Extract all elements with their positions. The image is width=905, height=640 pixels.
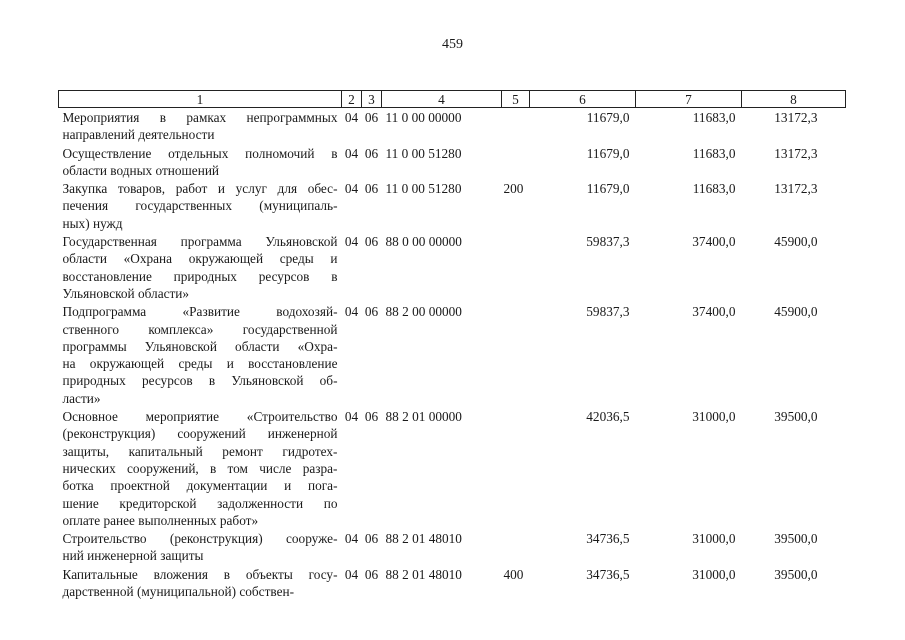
row-value-col-6: 11679,0: [586, 181, 630, 197]
row-target-article-code: 88 2 01 00000: [385, 409, 462, 425]
row-target-article-code: 88 2 01 48010: [385, 566, 462, 582]
row-name-line: Строительство (реконструкция) сооруже-: [62, 531, 338, 547]
row-section-code: 04: [344, 110, 359, 125]
row-name-line: печения государственных (муниципаль-: [62, 198, 338, 214]
row-value-col-6: 59837,3: [586, 234, 630, 250]
row-section-code: 04: [344, 409, 359, 425]
table-header: [59, 91, 846, 108]
table-row: [59, 179, 846, 232]
header-col-8: 8: [742, 91, 846, 108]
header-col-2: 2: [342, 91, 362, 108]
row-value-col-6: 11679,0: [586, 110, 630, 125]
row-value-col-7: 37400,0: [692, 304, 736, 320]
budget-table: [58, 90, 846, 600]
row-section-code: 04: [344, 234, 359, 250]
row-subsection-code: 06: [364, 566, 379, 582]
row-name-line: Закупка товаров, работ и услуг для обес-: [62, 181, 338, 197]
header-col-5: 5: [502, 91, 530, 108]
row-expense-type-code: 200: [503, 181, 524, 197]
row-name-line: (реконструкция) сооружений инженерной: [62, 426, 338, 442]
row-value-col-6: 11679,0: [586, 145, 630, 161]
row-name-line: Государственная программа Ульяновской: [62, 234, 338, 250]
header-col-6: 6: [530, 91, 636, 108]
row-subsection-code: 06: [364, 304, 379, 320]
row-name-line: ний инженерной защиты: [62, 548, 204, 564]
row-value-col-8: 13172,3: [774, 145, 818, 161]
row-value-col-8: 13172,3: [774, 181, 818, 197]
row-name: [59, 108, 342, 144]
row-value-col-8: 45900,0: [774, 234, 818, 250]
row-value-col-8: 39500,0: [774, 566, 818, 582]
page-number: 459: [442, 37, 463, 52]
row-name-line: Основное мероприятие «Строительство: [62, 409, 338, 425]
row-name: [59, 144, 342, 180]
row-name-line: области «Охрана окружающей среды и: [62, 251, 338, 267]
row-name-line: Ульяновской области»: [62, 285, 190, 301]
row-section-code: 04: [344, 566, 359, 582]
row-name-line: направлений деятельности: [62, 127, 215, 143]
row-name-line: оплате ранее выполненных работ»: [62, 512, 259, 528]
row-value-col-7: 31000,0: [692, 409, 736, 425]
row-value-col-8: 39500,0: [774, 531, 818, 547]
row-value-col-7: 37400,0: [692, 234, 736, 250]
row-name-line: Капитальные вложения в объекты госу-: [62, 566, 338, 582]
row-value-col-7: 11683,0: [692, 145, 736, 161]
row-value-col-7: 31000,0: [692, 531, 736, 547]
row-name-line: нических сооружений, в том числе разра-: [62, 460, 338, 476]
table-row: [59, 565, 846, 601]
table-row: [59, 529, 846, 565]
header-col-4: 4: [382, 91, 502, 108]
row-value-col-6: 42036,5: [586, 409, 630, 425]
row-section-code: 04: [344, 181, 359, 197]
row-name-line: Мероприятия в рамках непрограммных: [62, 110, 338, 125]
row-value-col-6: 34736,5: [586, 531, 630, 547]
row-expense-type-code: [502, 232, 530, 302]
row-value-col-8: 13172,3: [774, 110, 818, 125]
row-subsection-code: 06: [364, 145, 379, 161]
row-subsection-code: 06: [364, 409, 379, 425]
row-value-col-8: 39500,0: [774, 409, 818, 425]
table-body: [59, 108, 846, 601]
row-value-col-8: 45900,0: [774, 304, 818, 320]
row-section-code: 04: [344, 304, 359, 320]
row-target-article-code: 88 2 00 00000: [385, 304, 462, 320]
row-target-article-code: 88 0 00 00000: [385, 234, 462, 250]
row-name-line: природных ресурсов в Ульяновской об-: [62, 373, 338, 389]
row-name: [59, 179, 342, 232]
row-expense-type-code: 400: [503, 566, 524, 582]
row-name-line: защиты, капитальный ремонт гидротех-: [62, 443, 338, 459]
row-name: [59, 565, 342, 601]
table-row: [59, 407, 846, 529]
row-target-article-code: 11 0 00 51280: [385, 181, 462, 197]
row-value-col-7: 11683,0: [692, 110, 736, 125]
row-name-line: ботка проектной документации и пога-: [62, 478, 338, 494]
row-subsection-code: 06: [364, 531, 379, 547]
row-expense-type-code: [502, 302, 530, 407]
row-expense-type-code: [502, 108, 530, 144]
row-expense-type-code: [502, 407, 530, 529]
table-row: [59, 144, 846, 180]
row-name-line: Осуществление отдельных полномочий в: [62, 145, 338, 161]
header-col-7: 7: [636, 91, 742, 108]
row-name-line: дарственной (муниципальной) собствен-: [62, 584, 295, 600]
row-name-line: Подпрограмма «Развитие водохозяй-: [62, 304, 338, 320]
table-row: [59, 232, 846, 302]
row-name-line: ственного комплекса» государственной: [62, 321, 338, 337]
budget-table-container: [58, 90, 845, 600]
row-value-col-6: 59837,3: [586, 304, 630, 320]
row-name: [59, 232, 342, 302]
row-section-code: 04: [344, 145, 359, 161]
row-name-line: ных) нужд: [62, 215, 123, 231]
row-target-article-code: 11 0 00 00000: [385, 110, 462, 125]
header-col-1: 1: [59, 91, 342, 108]
row-name-line: программы Ульяновской области «Охра-: [62, 338, 338, 354]
row-expense-type-code: [502, 144, 530, 180]
row-target-article-code: 11 0 00 51280: [385, 145, 462, 161]
row-name-line: шение кредиторской задолженности по: [62, 495, 338, 511]
row-value-col-7: 31000,0: [692, 566, 736, 582]
row-section-code: 04: [344, 531, 359, 547]
row-name: [59, 407, 342, 529]
row-value-col-7: 11683,0: [692, 181, 736, 197]
row-name: [59, 529, 342, 565]
row-name-line: области водных отношений: [62, 162, 220, 178]
table-row: [59, 108, 846, 144]
row-name-line: на окружающей среды и восстановление: [62, 356, 338, 372]
row-target-article-code: 88 2 01 48010: [385, 531, 462, 547]
row-name-line: ласти»: [62, 390, 101, 406]
row-name: [59, 302, 342, 407]
row-value-col-6: 34736,5: [586, 566, 630, 582]
row-subsection-code: 06: [364, 234, 379, 250]
row-subsection-code: 06: [364, 110, 379, 125]
header-col-3: 3: [362, 91, 382, 108]
row-expense-type-code: [502, 529, 530, 565]
row-name-line: восстановление природных ресурсов в: [62, 268, 338, 284]
row-subsection-code: 06: [364, 181, 379, 197]
table-row: [59, 302, 846, 407]
